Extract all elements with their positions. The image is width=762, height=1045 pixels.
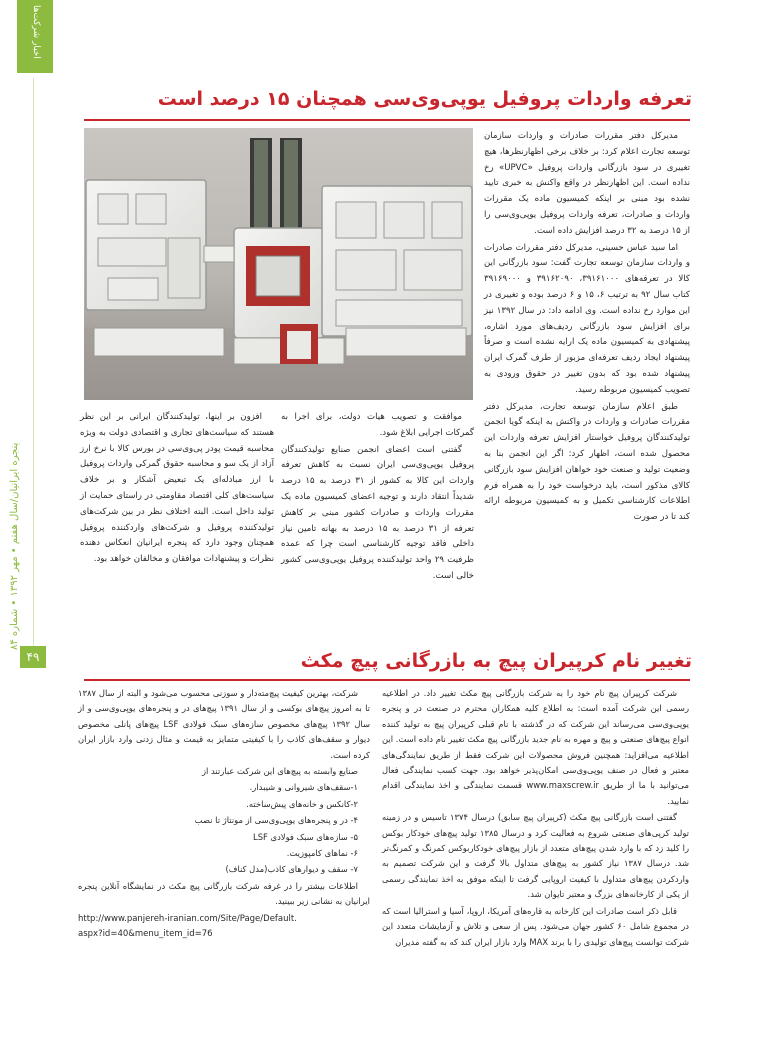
url-line: aspx?id=40&menu_item_id=76 [78,928,213,939]
exhibition-link[interactable] [78,912,370,942]
list-item: ۶- نماهای کامپوزیت. [286,848,358,859]
article1-column-3 [80,410,274,569]
article2-title: تغییر نام کرپیران پیچ به بازرگانی پیچ مکث [300,650,692,672]
paragraph: قابل ذکر است صادرات این کارخانه به قاره‌های آمریکا، اروپا، آسیا و استرالیا است که در مجموع شامل ۶۰ کشور جهان می‌شود. پس از سعی و تلاش و آزمایشات متعدد این شرکت توانست پیچ‌های تولیدی را با برند MAX وارد بازار ایران کند که به گفته مدیران [382,905,690,947]
list-item: ۱-سقف‌های شیروانی و شیبدار. [249,782,358,793]
upvc-profile-photo [84,128,473,400]
article2-column-1 [382,686,689,951]
page-number: ۴۹ [20,646,46,668]
title-underline [84,119,690,121]
paragraph: افزون بر اینها، تولیدکنندگان ایرانی بر این نظر هستند که سیاست‌های تجاری و اقتصادی دولت به ویژه محاسبه قیمت پودر پی‌وی‌سی در بورس کالا با نرخ ارز آزاد از یک سو و محاسبه حقوق گمرکی واردات پروفیل با ارز مبادله‌ای یک تبعیض آشکار و بر خلاف سیاست‌های کلی اقتصاد مقاومتی در راستای حمایت از تولید داخل است. البته اختلاف نظر در بین شرکت‌های تولیدکننده پروفیل و شرکت‌های واردکننده پروفیل همچنان وجود دارد که پنجره ایرانیان انعکاس دهنده نظرات و پیشنهادات موافقان و مخالفان خواهد بود. [80,412,274,565]
url-line: http://www.panjereh-iranian.com/Site/Page/Default. [78,913,297,924]
article1-column-1 [484,129,690,527]
paragraph: شرکت، بهترین کیفیت پیچ‌مته‌دار و سوزنی محسوب می‌شود و البته از سال ۱۳۸۷ تا به امروز پیچ‌های بوکسی و از سال ۱۳۹۱ پیچ‌های در و پنجره‌های یوپی‌وی‌سی و از سال ۱۳۹۲ پیچ‌های مخصوص سازه‌های سبک فولادی LSF پیچ‌های پانلی مخصوص دیوار و سقف‌های کاذب را با کیفیتی متمایز به قیمت و مثال زدنی وارد بازار ایران کرده است. [78,688,370,760]
list-item: ۴- در و پنجره‌های یوپی‌وی‌سی از مونتاژ تا نصب [194,815,358,826]
title-underline [84,679,690,681]
issue-info: پنجره ایرانیان/سال هفتم • مهر ۱۳۹۲ • شماره ۸۴ [9,442,20,650]
article1-title: تعرفه واردات پروفیل یوپی‌وی‌سی همچنان ۱۵ درصد است [157,88,692,110]
side-divider [33,78,34,658]
article2-column-2 [78,686,370,942]
paragraph: اما سید عباس حسینی، مدیرکل دفتر مقررات صادرات و واردات سازمان توسعه تجارت گفت: سود بازرگانی این کالا در تعرفه‌های ۳۹۱۶۱۰۰۰، ۳۹۱۶۲۰۹۰ و ۳۹۱۶۹۰۰۰ کتاب سال ۹۲ به ترتیب ۶، ۱۵ و ۶ درصد بوده و تغییری در این موارد رخ نداده است. وی ادامه داد: در سال ۱۳۹۲ نیز برای افزایش سود بازرگانی ردیف‌های مورد اشاره، پیشنهادی به کمیسیون ماده یک ارایه نشده است و صرفاً پیشنهاد ایجاد ردیف تعرفه‌ای مزبور از طرف گمرک ایران پیشنهاد شده بود که بدون تغییر در حقوق ورودی به تصویب کمیسیون مربوطه رسید. [484,242,690,395]
section-tab [17,0,53,73]
paragraph: گفتنی است اعضای انجمن صنایع تولیدکنندگان پروفیل یوپی‌وی‌سی ایران نسبت به کاهش تعرفه واردات این کالا به کشور از ۳۱ درصد به ۱۵ درصد شدیداً انتقاد دارند و توجیه اعضای کمیسیون ماده یک مقررات واردات و صادرات کشور مبنی بر کاهش تعرفه از ۳۱ درصد به ۱۵ درصد به بهانه تامین نیاز داخلی فاقد توجیه کارشناسی است چرا که عمده ظرفیت ۲۹ واحد تولیدکننده پروفیل یوپی‌وی‌سی کشور خالی است. [281,444,474,581]
article1-column-2 [281,410,474,586]
paragraph: مدیرکل دفتر مقررات صادرات و واردات سازمان توسعه تجارت اعلام کرد: بر خلاف برخی اظهارنظرها، هیچ تغییری در سود بازرگانی واردات پروفیل «UPVC» رخ نداده است. این اظهارنظر در واقع واکنش به خبری تایید نشده بود مبنی بر اینکه کمیسیون ماده یک مقررات واردات و صادرات، تعرفه واردات پروفیل یوپی‌وی‌سی را از ۱۵ درصد به ۳۲ درصد افزایش داده است. [484,131,690,236]
paragraph: گفتنی است بازرگانی پیچ مکث (کرپیران پیچ سابق) درسال ۱۳۷۴ تاسیس و در زمینه تولید کرپی‌های صنعتی شروع به فعالیت کرد و درسال ۱۳۸۵ تولید پیچ‌های خودکار بوکس را کلید زد که با وارد شدن پیچ‌های متعدد از بازار پیچ‌های خودکاربوکس کمرنگ و کمرنگ‌تر شد. درسال ۱۳۸۷ نیاز کشور به پیچ‌های متداول بالا گرفت و این شرکت تصمیم به واردکردن پیچ‌های متداول با کیفیت اروپایی گرفت تا اینکه موفق به اخذ نمایندگی رسمی از یکی از کارخانه‌های بزرگ و معتبر تایوان شد. [382,812,690,900]
list-item: ۲-کانکس و خانه‌های پیش‌ساخته. [246,798,358,809]
paragraph: اطلاعات بیشتر را در غرفه شرکت بازرگانی پیچ مکث در نمایشگاه آنلاین پنجره ایرانیان به نشانی زیر ببینید. [78,880,370,907]
section-tab-label: اخبار شرکت‌ها [31,5,41,59]
list-item: ۵- سازه‌های سبک فولادی LSF [253,831,358,842]
paragraph: شرکت کرپیران پیچ نام خود را به شرکت بازرگانی پیچ مکث تغییر داد. در اطلاعیه رسمی این شرکت آمده است: به اطلاع کلیه همکاران محترم در صنعت در و پنجره یوپی‌وی‌سی می‌رساند این شرکت که در گذشته با نام قبلی کرپیران پیچ به تولید کننده انواع پیچ‌های صنعتی و پیچ و مهره به نام جدید بازرگانی پیچ مکث تغییر نام داده است. این اطلاعیه می‌افزاید: همچنین فروش محصولات این شرکت فقط از طریق نمایندگی‌های معتبر و فعال در صنف یوپی‌وی‌سی امکان‌پذیر خواهد بود. جهت کسب نمایندگی فعال می‌توانید با ما از طریق www.maxscrew.ir قسمت نمایندگی و اخذ نمایندگی اقدام نمایید. [382,688,689,806]
list-intro: صنایع وابسته به پیچ‌های این شرکت عبارتند از [201,766,358,777]
paragraph: طبق اعلام سازمان توسعه تجارت، مدیرکل دفتر مقررات صادرات و واردات در واکنش به اینکه گویا انجمن تولیدکنندگان پروفیل خواستار افزایش تعرفه واردات این محصول شده است، اظهار کرد: اگر این انجمن بنا به وضعیت تولید و صنعت خود خواهان افزایش سود بازرگانی کالای مذکور است، باید درخواست خود را به همراه فرم اطلاعات کارشناسی تکمیل و به کمیسیون مربوطه ارائه کند تا در صورت [484,401,690,523]
list-item: ۷- سقف و دیوارهای کاذب(مدل کناف) [225,864,358,875]
paragraph: موافقت و تصویب هیات دولت، برای اجرا به گمرکات اجرایی ابلاغ شود. [281,412,474,438]
